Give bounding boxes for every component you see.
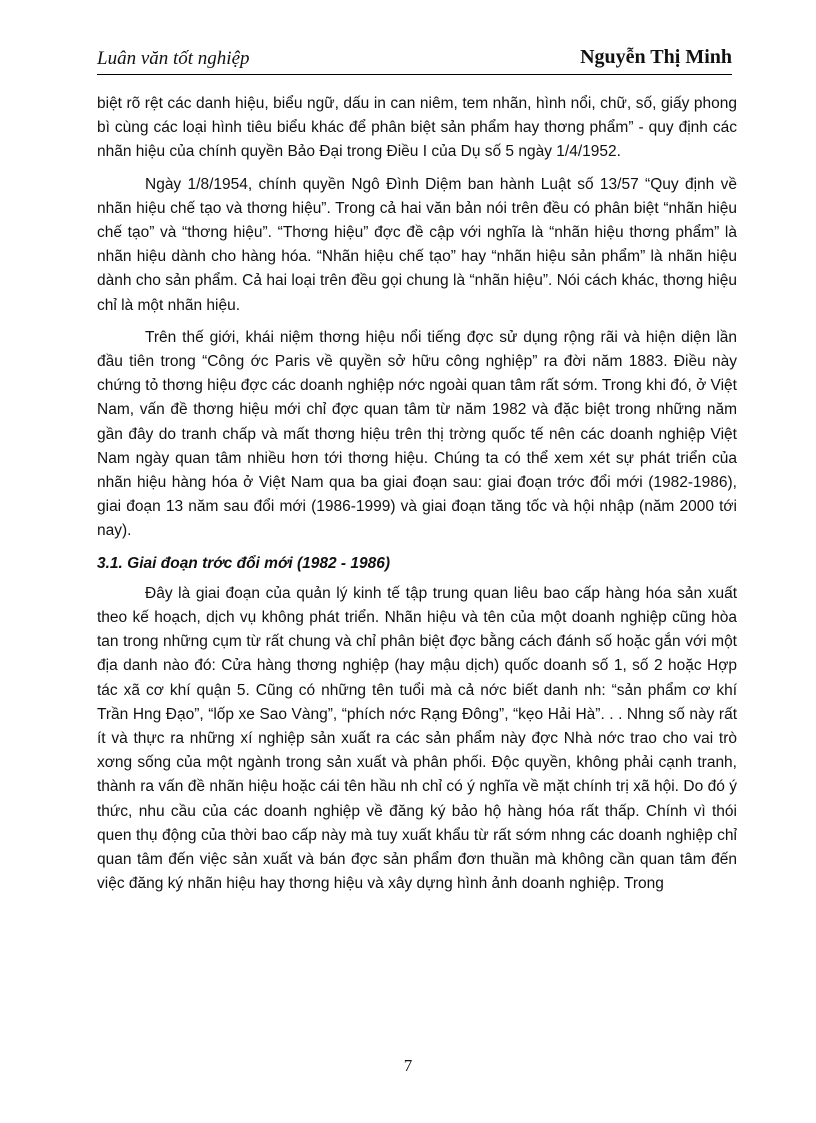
header-thesis-title: Luân văn tốt nghiệp <box>97 48 250 69</box>
page-header <box>97 46 732 75</box>
page-body <box>97 92 737 905</box>
page-number: 7 <box>403 1056 413 1075</box>
paragraph-decree-1954: Ngày 1/8/1954, chính quyền Ngô Đình Diệm ban hành Luật số 13/57 “Quy định về nhãn hiệu chế tạo và thơng hiệu”. Trong cả hai văn bản nói trên đều có phân biệt “nhãn hiệu chế tạo” và “thơng hiệu”. “Thơng hiệu” đợc đề cập với nghĩa là “nhãn hiệu thơng phẩm” là nhãn hiệu dành cho hàng hóa. “Nhãn hiệu chế tạo” hay “nhãn hiệu sản phẩm” là nhãn hiệu dành cho sản phẩm. Cả hai loại trên đều gọi chung là “nhãn hiệu”. Nói cách khác, thơng hiệu chỉ là một nhãn hiệu. <box>97 175 737 314</box>
section-heading: 3.1. Giai đoạn trớc đổi mới (1982 - 1986) <box>97 554 391 572</box>
section-paragraph: Đây là giai đoạn của quản lý kinh tế tập trung quan liêu bao cấp hàng hóa sản xuất theo kế hoạch, dịch vụ không phát triển. Nhãn hiệu và tên của một doanh nghiệp cũng hòa tan trong những cụm từ rất chung và chỉ phân biệt đợc bằng cách đánh số hoặc gắn với một địa danh nào đó: Cửa hàng thơng nghiệp (hay mậu dịch) quốc doanh số 1, số 2 hoặc Hợp tác xã cơ khí quận 5. Cũng có những tên tuổi mà cả nớc biết danh nh: “sản phẩm cơ khí Trần Hng Đạo”, “lốp xe Sao Vàng”, “phích nớc Rạng Đông”, “kẹo Hải Hà”. . . Nhng số này rất ít và thực ra những xí nghiệp sản xuất ra các sản phẩm này đợc Nhà nớc trao cho vai trò xơng sống của một ngành trong sản xuất và phân phối. Độc quyền, không phải cạnh tranh, thành ra vấn đề nhãn hiệu hoặc cái tên hầu nh chỉ có ý nghĩa về mặt chính trị xã hội. Do đó ý thức, nhu cầu của các doanh nghiệp về đăng ký bảo hộ hàng hóa rất thấp. Chính vì thói quen thụ động của thời bao cấp này mà tuy xuất khẩu từ rất sớm nhng các doanh nghiệp chỉ quan tâm đến việc sản xuất và bán đợc sản phẩm đơn thuần mà không cần quan tâm đến việc đăng ký nhãn hiệu hay thơng hiệu và xây dựng hình ảnh doanh nghiệp. Trong <box>97 584 737 893</box>
header-author-name: Nguyễn Thị Minh <box>580 46 732 68</box>
paragraph-paris-convention: Trên thế giới, khái niệm thơng hiệu nổi tiếng đợc sử dụng rộng rãi và hiện diện lần đầu tiên trong “Công ớc Paris về quyền sở hữu công nghiệp” ra đời năm 1883. Điều này chứng tỏ thơng hiệu đợc các doanh nghiệp nớc ngoài quan tâm rất sớm. Trong khi đó, ở Việt Nam, vấn đề thơng hiệu mới chỉ đợc quan tâm từ năm 1982 và đặc biệt trong những năm gần đây do tranh chấp và mất thơng hiệu trên thị trờng quốc tế nên các doanh nghiệp Việt Nam ngày quan tâm nhiều hơn tới thơng hiệu. Chúng ta có thể xem xét sự phát triển của nhãn hiệu hàng hóa ở Việt Nam qua ba giai đoạn sau: giai đoạn trớc đổi mới (1982-1986), giai đoạn 13 năm sau đổi mới (1986-1999) và giai đoạn tăng tốc và hội nhập (năm 2000 tới nay). <box>97 328 737 540</box>
paragraph-continued: biệt rõ rệt các danh hiệu, biểu ngữ, dấu in can niêm, tem nhãn, hình nổi, chữ, số, giấy phong bì cùng các loại hình tiêu biểu khác để phân biệt sản phẩm hay thơng phẩm” - quy định các nhãn hiệu của chính quyền Bảo Đại trong Điều I của Dụ số 5 ngày 1/4/1952. <box>97 95 737 161</box>
